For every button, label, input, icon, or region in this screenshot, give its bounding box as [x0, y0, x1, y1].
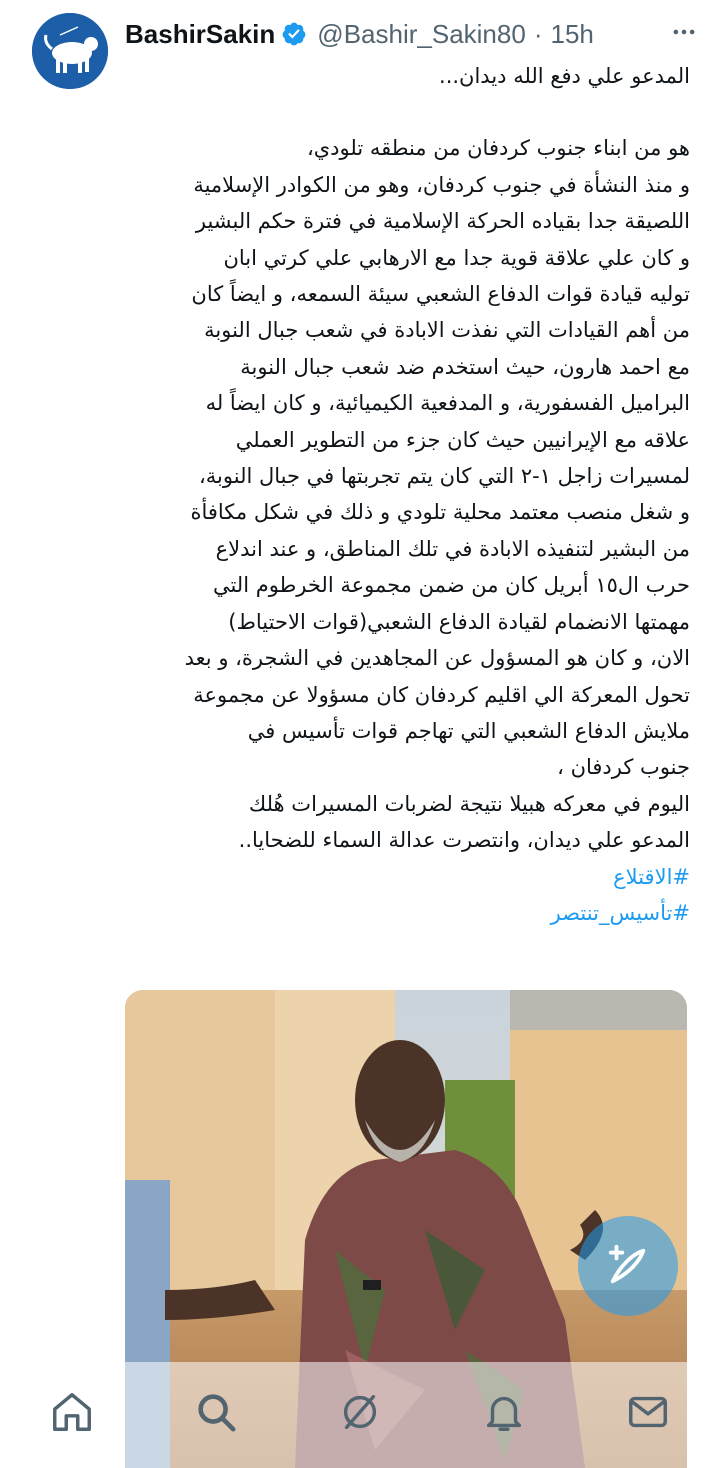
author-name[interactable]: BashirSakin	[125, 18, 276, 49]
grok-icon[interactable]	[330, 1382, 390, 1442]
messages-icon[interactable]	[618, 1382, 678, 1442]
home-icon[interactable]	[42, 1382, 102, 1442]
tweet-line-blank	[124, 94, 690, 130]
tweet-line: و شغل منصب معتمد محلية تلودي و ذلك في شكل مكافأة	[190, 500, 690, 525]
tweet-line: جنوب كردفان ،	[557, 755, 690, 780]
tweet-line: لمسيرات زاجل ١-٢ التي كان يتم تجربتها في جبال النوبة،	[199, 464, 690, 489]
notifications-icon[interactable]	[474, 1382, 534, 1442]
tweet-line: من أهم القيادات التي نفذت الابادة في شعب جبال النوبة	[204, 318, 690, 343]
tweet-line: اللصيقة جدا بقياده الحركة الإسلامية في فترة حكم البشير	[195, 209, 690, 234]
verified-badge-icon	[281, 21, 307, 47]
more-options-icon[interactable]	[666, 14, 702, 50]
hashtag-link[interactable]: #تأسيس_تنتصر	[550, 900, 690, 925]
author-handle[interactable]: @Bashir_Sakin80	[317, 18, 526, 49]
tweet-line: و منذ النشأة في جنوب كردفان، وهو من الكوادر الإسلامية	[193, 172, 690, 197]
tweet-line: تحول المعركة الي اقليم كردفان كان مسؤولا عن مجموعة	[193, 682, 690, 707]
tweet-line: حرب ال١٥ أبريل كان من ضمن مجموعة الخرطوم التي	[212, 573, 690, 598]
separator-dot: ·	[533, 18, 543, 49]
avatar[interactable]	[32, 13, 108, 89]
tweet-line: اليوم في معركه هبيلا نتيجة لضربات المسيرات هُلك	[248, 791, 690, 816]
tweet-header	[125, 14, 690, 54]
compose-post-icon[interactable]	[578, 1216, 678, 1316]
tweet-line: ملايش الدفاع الشعبي التي تهاجم قوات تأسيس في	[247, 718, 690, 743]
tweet-text	[124, 58, 690, 931]
tweet-line: المدعو علي دفع الله ديدان...	[439, 64, 690, 88]
search-icon[interactable]	[186, 1382, 246, 1442]
tweet-line: مع احمد هارون، حيث استخدم ضد شعب جبال النوبة	[240, 354, 690, 379]
post-time[interactable]: 15h	[550, 18, 594, 49]
tweet-line: البراميل الفسفورية، و المدفعية الكيميائية، و كان ايضاً له	[205, 391, 690, 416]
tweet-line: الان، و كان هو المسؤول عن المجاهدين في الشجرة، و بعد	[184, 646, 690, 671]
hashtag-link[interactable]: #الاقتلاع	[613, 864, 690, 889]
tweet-line: توليه قيادة قوات الدفاع الشعبي سيئة السمعه، و ايضاً كان	[191, 282, 690, 307]
tweet-line: و كان علي علاقة قوية جدا مع الارهابي علي كرتي ابان	[223, 245, 690, 270]
tweet-line: علاقه مع الإيرانيين حيث كان جزء من التطوير العملي	[235, 427, 690, 452]
tweet-line: مهمتها الانضمام لقيادة الدفاع الشعبي(قوات الاحتياط)	[228, 609, 690, 634]
tweet-line: المدعو علي ديدان، وانتصرت عدالة السماء للضحايا..	[238, 828, 690, 853]
tweet-line: هو من ابناء جنوب كردفان من منطقه تلودي،	[306, 136, 690, 161]
bottom-navigation	[0, 1362, 720, 1468]
tweet-line: من البشير لتنفيذه الابادة في تلك المناطق، و عند اندلاع	[215, 536, 690, 561]
